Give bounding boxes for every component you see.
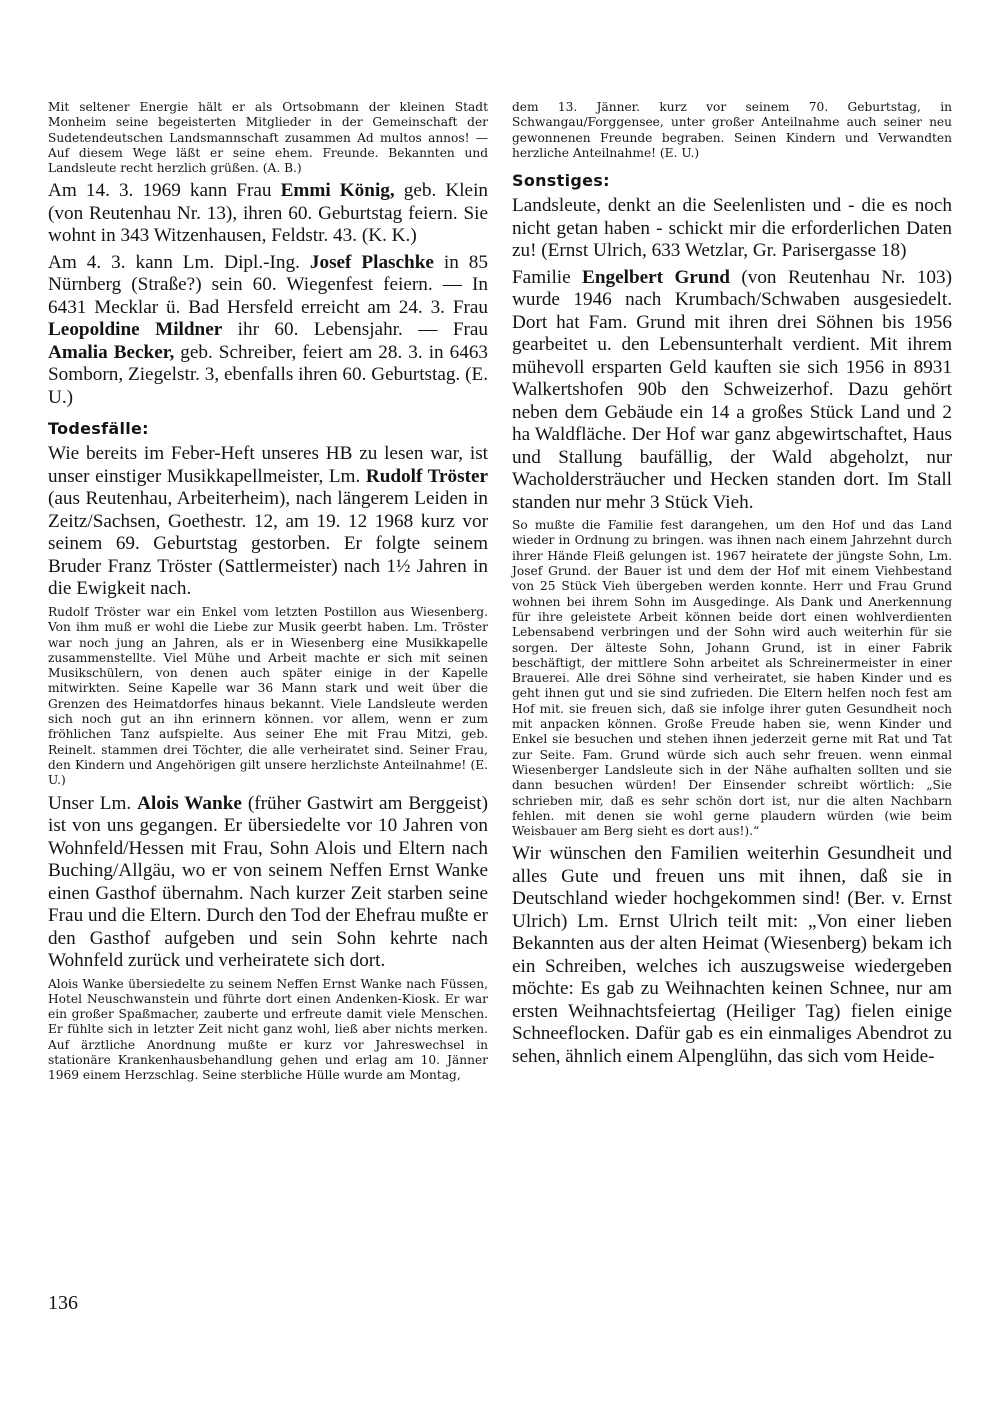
person-name: Engelbert Grund: [582, 266, 730, 288]
text-run: Wie bereits im Feber-Heft unseres HB zu lesen war, ist unser einstiger Musikkapellmeister, Lm.: [48, 443, 488, 487]
paragraph-monheim: Mit seltener Energie hält er als Ortsobmann der kleinen Stadt Monheim seine begeisterten Mitglieder in der Gemeinschaft der Sudetendeutschen Landsmannschaft zusammen Ad multos annos! — Auf diesem Wege läßt er seine ehem. Freunde. Bekannten und Landsleute recht herzlich grüßen. (A. B.): [48, 100, 488, 176]
paragraph-seelenlisten: Landsleute, denkt an die Seelenlisten und - die es noch nicht getan haben - schickt mir die erforderlichen Daten zu! (Ernst Ulrich, 633 Wetzlar, Gr. Parisergasse 18): [512, 195, 952, 262]
paragraph-wanke-details: Alois Wanke übersiedelte zu seinem Neffen Ernst Wanke nach Füssen, Hotel Neuschwanstein und führte dort einen Andenken-Kiosk. Er war ein großer Spaßmacher, zauberte und erfreute damit viele Menschen. Er fühlte sich in letzter Zeit nicht ganz wohl, ließ aber nichts merken. Auf ärztliche Anordnung mußte er kurz vor Jahreswechsel in stationäre Krankenhausbehandlung gehen und erlag am 10. Jänner 1969 einem Herzschlag. Seine sterbliche Hülle wurde am Montag,: [48, 976, 488, 1083]
paragraph-ernst-ulrich: Wir wünschen den Familien weiterhin Gesundheit und alles Gute und freuen uns mit ihnen, daß sie in Deutschland wieder hochgekommen sind! (Ber. v. Ernst Ulrich) Lm. Ernst Ulrich teilt mit: „Von einer lieben Bekannten aus der alten Heimat (Wiesenberg) bekam ich ein Schreiben, welches ich auszugsweise wiedergeben möchte: Es gab zu Weihnachten keinen Schnee, nur am ersten Weihnachtsfeiertag (Heiliger Tag) fielen einige Schneeflocken. Dafür gab es ein einmaliges Abendrot zu sehen, ähnlich einem Alpenglühn, das sich vom Heide-: [512, 843, 952, 1067]
paragraph-wanke-burial: dem 13. Jänner. kurz vor seinem 70. Geburtstag, in Schwangau/Forggensee, unter großer Anteilnahme auch seiner neu gewonnenen Freunde begraben. Seinen Kindern und Verwandten herzliche Anteilnahme! (E. U.): [512, 100, 952, 160]
text-run: geb. Schreiber, feiert am 28. 3. in 6463 Somborn, Ziegelstr. 3, ebenfalls ihren 60. Geburtstag. (E. U.): [48, 341, 489, 408]
text-run: (früher Gastwirt am Berggeist) ist von uns gegangen. Er übersiedelte vor 10 Jahren von Wohnfeld/Hessen mit Frau, Sohn Alois und Eltern nach Buching/Allgäu, wo er von seinem Neffen Ernst Wanke einen Gasthof übernahm. Nach kurzer Zeit starben seine Frau und die Eltern. Durch den Tod der Ehefrau mußte er den Gasthof aufgeben und sein Sohn kehrte nach Wohnfeld zurück und verheiratete sich dort.: [48, 792, 488, 972]
text-run: (von Reutenhau Nr. 103) wurde 1946 nach Krumbach/Schwaben ausgesiedelt. Dort hat Fam. Grund mit ihren drei Söhnen bis 1956 gearbeitet u. den Lebensunterhalt verdient. Mit ihrem mühevoll ersparten Geld kauften sie sich 1956 in 8931 Walkertshofen 90b den Schweizerhof. Dazu gehört neben dem Gebäude ein 14 a großes Stück Land und 2 ha Waldfläche. Der Hof war ganz abgewirtschaftet, Haus und Stallung baufällig, der Wald abgeholzt, nur Wacholdersträucher und Hecken standen dort. Im Stall standen nur mehr 3 Stück Vieh.: [512, 266, 952, 513]
section-heading-todesfaelle: Todesfälle:: [48, 419, 149, 439]
person-name: Rudolf Tröster: [365, 465, 488, 487]
right-column: [512, 100, 952, 1072]
paragraph-familie-grund: [512, 267, 952, 515]
text-run: Am 14. 3. 1969 kann Frau: [48, 180, 281, 202]
person-name: Emmi König,: [280, 180, 395, 202]
text-run: geb. Klein (von Reutenhau Nr. 13), ihren 60. Geburtstag feiern. Sie wohnt in 343 Witzenhausen, Feldstr. 43. (K. K.): [48, 180, 488, 247]
person-name: Amalia Becker,: [48, 341, 175, 363]
paragraph-grund-details: So mußte die Familie fest darangehen, um den Hof und das Land wieder in Ordnung zu bringen. was ihnen nach einem Jahrzehnt durch ihrer Hände Fleiß gelungen ist. 1967 heiratete der jüngste Sohn, Lm. Josef Grund. der Bauer ist und dem der Hof mit einem Viehbestand von 25 Stück Vieh übergeben werden konnte. Herr und Frau Grund wohnen bei ihrem Sohn im Ausgedinge. Als Dank und Anerkennung für ihre geleistete Arbeit können beide dort einen wohlverdienten Lebensabend verbringen und der Sohn wird auch weiterhin für sie sorgen. Der älteste Sohn, Johann Grund, ist in einer Fabrik beschäftigt, der mittlere Sohn arbeitet als Schreinermeister in einer Brauerei. Alle drei Söhne sind verheiratet, sie haben Kinder und es geht ihnen gut und sie sind zufrieden. Die Eltern helfen noch fest am Hof mit. sie freuen sich, daß sie infolge ihrer guten Gesundheit noch mit anpacken können. Große Freude haben sie, wenn Kinder und Enkel sie besuchen und stehen ihnen jederzeit gerne mit Rat und Tat zur Seite. Fam. Grund würde sich auch sehr freuen. wenn einmal Wiesenberger Landsleute sich in der Nähe aufhalten sollten und sie dann besuchen würden! Der Einsender schreibt wörtlich: „Sie schrieben mir, daß es sehr schön dort ist, nur die alten Nachbarn fehlen. mit denen sie wohl gerne plaudern würden (wie beim Weisbauer am Berg sieht es dort aus!).“: [512, 518, 952, 839]
text-run: Am 4. 3. kann Lm. Dipl.-Ing.: [48, 251, 310, 273]
section-heading-sonstiges: Sonstiges:: [512, 171, 610, 191]
text-run: ihr 60. Lebensjahr. — Frau: [222, 319, 488, 341]
text-run: (aus Reutenhau, Arbeiterheim), nach längerem Leiden in Zeitz/Sachsen, Goethestr. 12, am 19. 12 1968 kurz vor seinem 69. Geburtstag gestorben. Er folgte seinem Bruder Franz Tröster (Sattlermeister) nach 1½ Jahren in die Ewigkeit nach.: [48, 488, 488, 600]
text-run: Unser Lm.: [48, 792, 138, 814]
paragraph-alois-wanke: [48, 793, 488, 973]
paragraph-rudolf-troester: [48, 443, 488, 601]
paragraph-birthdays: [48, 252, 488, 410]
person-name: Alois Wanke: [137, 792, 242, 814]
left-column: [48, 100, 488, 1088]
text-run: in 85 Nürnberg (Straße?) sein 60. Wiegenfest feiern. — In 6431 Mecklar ü. Bad Hersfeld erreicht am 24. 3. Frau: [48, 251, 488, 318]
text-run: Familie: [512, 266, 583, 288]
page-number: 136: [48, 1292, 78, 1314]
paragraph-troester-details: Rudolf Tröster war ein Enkel vom letzten Postillon aus Wiesenberg. Von ihm muß er wohl die Liebe zur Musik geerbt haben. Lm. Tröster war noch jung an Jahren, als er in Wiesenberg eine Musikkapelle zusammenstellte. Viel Mühe und Arbeit machte er sich mit seinen Musikschülern, von denen auch später einige in der Kapelle mitwirkten. Seine Kapelle war 36 Mann stark und weit über die Grenzen des Heimatdorfes hinaus bekannt. Viele Landsleute werden sich noch gut an ihn erinnern können. vor allem, wenn er zum fröhlichen Tanz aufspielte. Aus seiner Ehe mit Frau Mitzi, geb. Reinelt. stammen drei Töchter, die alle verheiratet sind. Seiner Frau, den Kindern und Angehörigen gilt unsere herzlichste Anteilnahme! (E. U.): [48, 604, 488, 788]
paragraph-emmi-koenig: [48, 180, 488, 248]
person-name: Josef Plaschke: [309, 251, 434, 273]
person-name: Leopoldine Mildner: [48, 319, 223, 341]
